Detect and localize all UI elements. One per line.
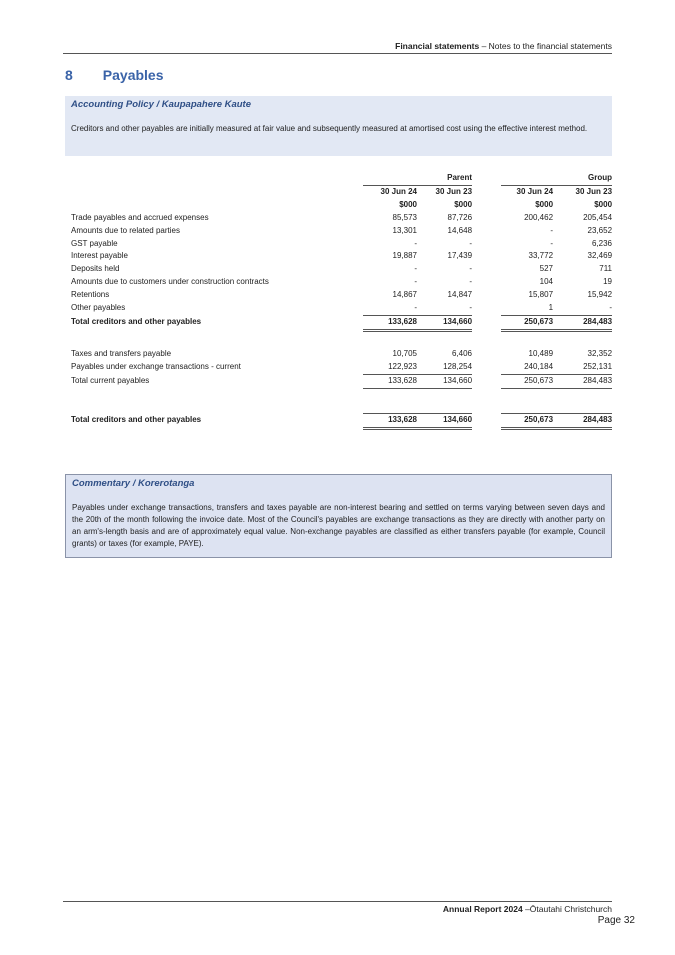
cell: - <box>414 238 417 248</box>
table-row <box>65 289 612 302</box>
table-row <box>65 263 612 276</box>
table-row <box>65 302 612 315</box>
cell: 87,726 <box>447 212 473 222</box>
cell: 250,673 <box>501 315 553 330</box>
cell: 284,483 <box>558 315 612 330</box>
commentary-box <box>65 474 612 558</box>
row-label: Trade payables and accrued expenses <box>71 212 209 222</box>
commentary-body: Payables under exchange transactions, transfers and taxes payable are non-interest bearing and settled on terms varying between seven days and the 20th of the month following the invoice date. Most of the Council's payables are exchange transactions as they are directly with another party on an arm's-length basis and are of approximately equal value. Non-exchange payables are classified as either transfers payable (for example, Council grants) or taxes (for example, PAYE). <box>72 503 605 548</box>
cell: 23,652 <box>587 225 613 235</box>
row-label: Taxes and transfers payable <box>71 348 172 358</box>
cell: 284,483 <box>558 374 612 388</box>
header-rule <box>63 53 612 54</box>
table-row <box>65 212 612 225</box>
commentary-title: Commentary / Korerotanga <box>72 478 195 489</box>
header-subsection: – Notes to the financial statements <box>479 41 612 51</box>
cell: 250,673 <box>501 413 553 428</box>
running-footer <box>443 904 612 914</box>
footer-rule <box>63 901 612 902</box>
cell: 128,254 <box>422 361 472 374</box>
cell: 10,705 <box>392 348 417 358</box>
cell: 14,847 <box>447 290 473 300</box>
cell: 32,352 <box>587 348 613 358</box>
cell: - <box>363 302 417 315</box>
row-label: Retentions <box>71 290 110 300</box>
table-row <box>65 238 612 251</box>
row-label: GST payable <box>71 238 118 248</box>
cell: 205,454 <box>583 212 613 222</box>
spacer-row <box>65 330 612 348</box>
payables-table <box>65 172 612 430</box>
row-label: Interest payable <box>71 251 128 261</box>
cell: 252,131 <box>558 361 612 374</box>
cell: 19 <box>603 277 613 287</box>
cell: - <box>469 264 473 274</box>
cell: 133,628 <box>363 374 417 388</box>
group-parent-label: Parent <box>447 173 473 182</box>
cell: 14,648 <box>447 225 473 235</box>
cell: 33,772 <box>528 251 554 261</box>
policy-title: Accounting Policy / Kaupapahere Kaute <box>71 99 252 110</box>
cell: - <box>422 302 472 315</box>
cell: 240,184 <box>501 361 553 374</box>
table-row <box>65 361 612 374</box>
cell: 250,673 <box>501 374 553 388</box>
cell: 32,469 <box>587 251 613 261</box>
col-unit: $000 <box>399 199 417 209</box>
cell: 122,923 <box>363 361 417 374</box>
row-label: Payables under exchange transactions - current <box>71 362 241 372</box>
cell: - <box>414 277 417 287</box>
cell: 14,867 <box>392 290 417 300</box>
table-row <box>65 250 612 263</box>
row-label: Other payables <box>71 303 126 313</box>
cell: 284,483 <box>558 413 612 428</box>
cell: - <box>558 302 612 315</box>
col-unit: $000 <box>594 199 613 209</box>
cell: - <box>414 264 417 274</box>
cell: 711 <box>599 264 613 274</box>
col-date: 30 Jun 23 <box>422 185 472 198</box>
cell: 104 <box>539 277 554 287</box>
spacer-row <box>65 388 612 413</box>
footer-report: Annual Report 2024 <box>442 904 523 914</box>
cell: 17,439 <box>447 251 473 261</box>
cell: 527 <box>539 264 554 274</box>
cell: 134,660 <box>422 374 472 388</box>
row-label: Amounts due to related parties <box>71 225 180 235</box>
group-group-label: Group <box>588 173 613 182</box>
running-header <box>395 41 612 51</box>
cell: - <box>469 238 473 248</box>
col-unit: $000 <box>454 199 473 209</box>
cell: 1 <box>501 302 553 315</box>
row-label: Total creditors and other payables <box>71 415 202 425</box>
date-header-row <box>65 185 612 198</box>
section-title <box>65 67 164 83</box>
page-number: Page 32 <box>597 915 635 926</box>
header-section: Financial statements <box>395 41 480 51</box>
accounting-policy-box <box>65 96 612 156</box>
policy-body: Creditors and other payables are initially measured at fair value and subsequently measured at amortised cost using the effective interest method. <box>71 124 588 133</box>
cell: 85,573 <box>392 212 417 222</box>
cell: 6,406 <box>451 348 473 358</box>
col-unit: $000 <box>535 199 554 209</box>
row-label: Amounts due to customers under construction contracts <box>71 277 269 287</box>
cell: 15,807 <box>528 290 554 300</box>
cell: 134,660 <box>422 413 472 428</box>
table-row <box>65 276 612 289</box>
cell: 133,628 <box>363 413 417 428</box>
col-date: 30 Jun 24 <box>363 185 417 198</box>
total-row <box>65 315 612 330</box>
cell: 200,462 <box>524 212 554 222</box>
cell: 19,887 <box>392 251 417 261</box>
table-row <box>65 225 612 238</box>
footer-place: –Ōtautahi Christchurch <box>522 904 612 914</box>
subtotal-row <box>65 374 612 388</box>
cell: 10,489 <box>528 348 554 358</box>
grand-total-row <box>65 413 612 428</box>
row-label: Total current payables <box>71 375 150 385</box>
table-row <box>65 348 612 361</box>
col-date: 30 Jun 24 <box>501 185 553 198</box>
section-number: 8 <box>65 67 73 83</box>
cell: 15,942 <box>587 290 613 300</box>
cell: 134,660 <box>422 315 472 330</box>
cell: 6,236 <box>591 238 613 248</box>
cell: 13,301 <box>392 225 417 235</box>
section-heading: Payables <box>102 67 164 83</box>
group-header-row <box>65 172 612 185</box>
col-date: 30 Jun 23 <box>558 185 612 198</box>
cell: - <box>469 277 473 287</box>
row-label: Deposits held <box>71 264 120 274</box>
cell: - <box>550 238 554 248</box>
cell: 133,628 <box>363 315 417 330</box>
cell: - <box>550 225 554 235</box>
unit-header-row <box>65 199 612 212</box>
row-label: Total creditors and other payables <box>71 317 202 327</box>
